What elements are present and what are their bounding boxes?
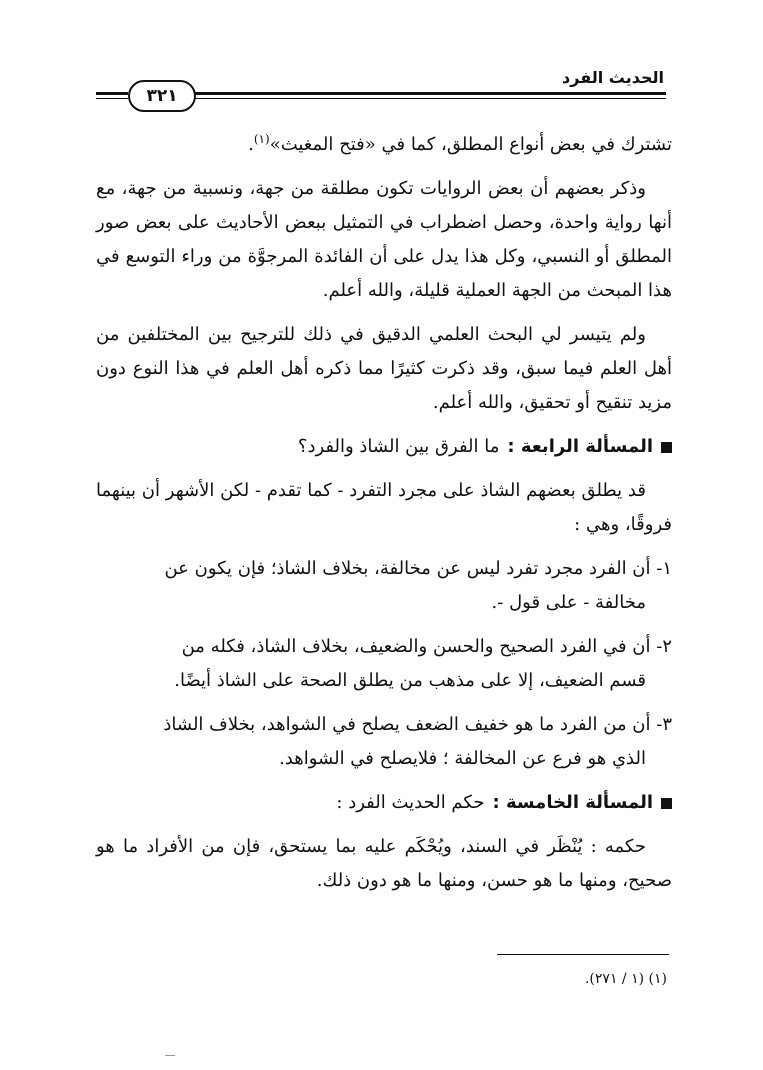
list-item-1: [96, 552, 672, 620]
list-item-2: [96, 630, 672, 698]
section-heading-5: [96, 786, 672, 820]
section-heading-5-text: حكم الحديث الفرد :: [336, 792, 485, 813]
paragraph-2: وذكر بعضهم أن بعض الروايات تكون مطلقة من جهة، ونسبية من جهة، مع أنها رواية واحدة، وحصل اضطراب في التمثيل ببعض الأحاديث على بعض صور المطلق أو النسبي، وكل هذا يدل على أن الفائدة المرجوَّة من وراء التوسع في هذا المبحث من الجهة العملية قليلة، والله أعلم.: [96, 178, 672, 301]
section-heading-4: [96, 430, 672, 464]
page-body: [96, 128, 672, 908]
running-title: الحديث الفرد: [562, 68, 664, 87]
section-heading-4-label: المسألة الرابعة :: [507, 436, 653, 457]
black-square-icon: [661, 798, 672, 809]
list-item-3-line-2: الذي هو فرع عن المخالفة ؛ فلايصلح في الشواهد.: [279, 748, 646, 769]
footnote-reference: (١): [253, 132, 270, 146]
footnote-separator: [497, 954, 669, 955]
footnote-1: (١) (١ / ٢٧١).: [584, 971, 667, 987]
header-rule-left-thin: [96, 98, 128, 99]
list-item-2-line-1: ٢- أن في الفرد الصحيح والحسن والضعيف، بخلاف الشاذ، فكله من: [181, 636, 672, 657]
header-rule-thick: [191, 92, 666, 95]
header-rule-left-thick: [96, 92, 128, 95]
list-item-2-line-2: قسم الضعيف، إلا على مذهب من يطلق الصحة على الشاذ أيضًا.: [174, 670, 646, 691]
list-item-1-line-1: ١- أن الفرد مجرد تفرد ليس عن مخالفة، بخلاف الشاذ؛ فإن يكون عن: [164, 558, 672, 579]
paragraph-1-text: تشترك في بعض أنواع المطلق، كما في «فتح المغيث»: [269, 134, 672, 155]
paragraph-1: [96, 128, 672, 162]
paragraph-1-end: .: [248, 134, 254, 155]
page-number: ٣٢١: [128, 80, 196, 112]
section-heading-4-text: ما الفرق بين الشاذ والفرد؟: [297, 436, 500, 457]
header-rule-thin: [191, 98, 666, 99]
black-square-icon: [661, 442, 672, 453]
scan-speck: [165, 1055, 175, 1056]
paragraph-4: قد يطلق بعضهم الشاذ على مجرد التفرد - كما تقدم - لكن الأشهر أن بينهما فروقًا، وهي :: [96, 480, 672, 535]
paragraph-5: حكمه : يُنْظَر في السند، ويُحْكَم عليه بما يستحق، فإن من الأفراد ما هو صحيح، ومنها ما هو حسن، ومنها ما هو دون ذلك.: [96, 836, 672, 891]
list-item-3-line-1: ٣- أن من الفرد ما هو خفيف الضعف يصلح في الشواهد، بخلاف الشاذ: [163, 714, 672, 735]
paragraph-3: ولم يتيسر لي البحث العلمي الدقيق في ذلك للترجيح بين المختلفين من أهل العلم فيما سبق، وقد ذكرت كثيرًا مما ذكره أهل العلم في هذا النوع دون مزيد تنقيح أو تحقيق، والله أعلم.: [96, 324, 672, 413]
list-item-3: [96, 708, 672, 776]
list-item-1-line-2: مخالفة - على قول -.: [491, 592, 646, 613]
section-heading-5-label: المسألة الخامسة :: [492, 792, 653, 813]
page-header: [96, 68, 666, 108]
